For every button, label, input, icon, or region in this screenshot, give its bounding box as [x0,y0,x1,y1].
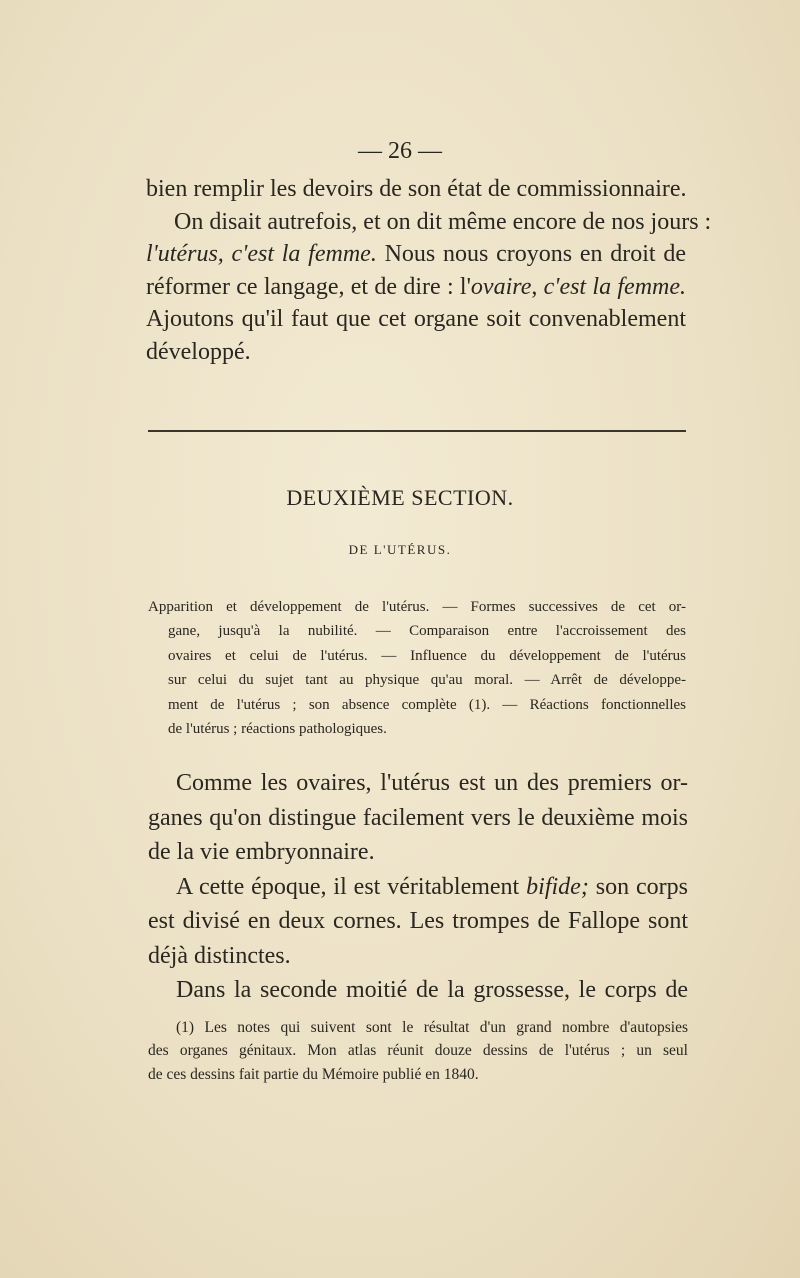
italic-phrase: c'est la femme. [543,273,687,300]
text-line: déjà distinctes. [148,942,291,969]
summary-line: sur celui du sujet tant au physique qu'au moral. — Arrêt de développe- [168,672,686,689]
summary-line: ovaires et celui de l'utérus. — Influence du développement de l'utérus [168,647,686,664]
text-fragment: réformer ce langage, et de dire : l' [146,273,471,300]
summary-line: gane, jusqu'à la nubilité. — Comparaison entre l'accroissement des [168,623,686,640]
text-line: bien remplir les devoirs de son état de commissionnaire. [146,176,687,202]
summary-line: Apparition et développement de l'utérus. — Formes successives de cet or- [148,599,686,615]
footnote-line: des organes génitaux. Mon atlas réunit douze dessins de l'utérus ; un seul [148,1042,688,1060]
footnote-line: de ces dessins fait partie du Mémoire publié en 1840. [148,1065,479,1083]
section-subtitle: DE L'UTÉRUS. [348,542,452,557]
text-line [148,870,688,905]
text-line [146,238,686,271]
opening-paragraph [146,173,712,369]
italic-phrase: bifide; [526,873,589,900]
text-fragment: A cette époque, il est véritablement [176,873,527,900]
section-divider [148,430,686,432]
page-number: — 26 — [358,138,442,164]
section-summary [148,595,686,741]
section-title: DEUXIÈME SECTION. [286,485,514,510]
text-line [146,271,686,304]
text-line: développé. [146,338,251,365]
text-line: Dans la seconde moitié de la grossesse, le corps de [176,977,688,1003]
footnote [148,1016,688,1086]
text-line: ganes qu'on distingue facilement vers le deuxième mois [148,804,688,831]
italic-phrase: l'utérus, c'est la femme. [146,241,377,268]
footnote-line: (1) Les notes qui suivent sont le résultat d'un grand nombre d'autopsies [176,1019,688,1036]
text-line: de la vie embryonnaire. [148,839,375,865]
text-line: Comme les ovaires, l'utérus est un des premiers or- [176,770,688,796]
text-line: On disait autrefois, et on dit même encore de nos jours : [174,208,712,235]
text-fragment: son corps [588,873,689,900]
summary-line: de l'utérus ; réactions pathologiques. [168,721,387,738]
text-fragment: Nous nous croyons en droit de [376,241,686,268]
body-paragraphs [148,766,688,1008]
text-line: Ajoutons qu'il faut que cet organe soit convenablement [146,306,686,333]
summary-line: ment de l'utérus ; son absence complète (1). — Réactions fonctionnelles [168,696,686,713]
text-line: est divisé en deux cornes. Les trompes de Fallope sont [148,908,688,934]
text-fragment: , [531,273,544,300]
italic-phrase: ovaire [470,273,532,300]
